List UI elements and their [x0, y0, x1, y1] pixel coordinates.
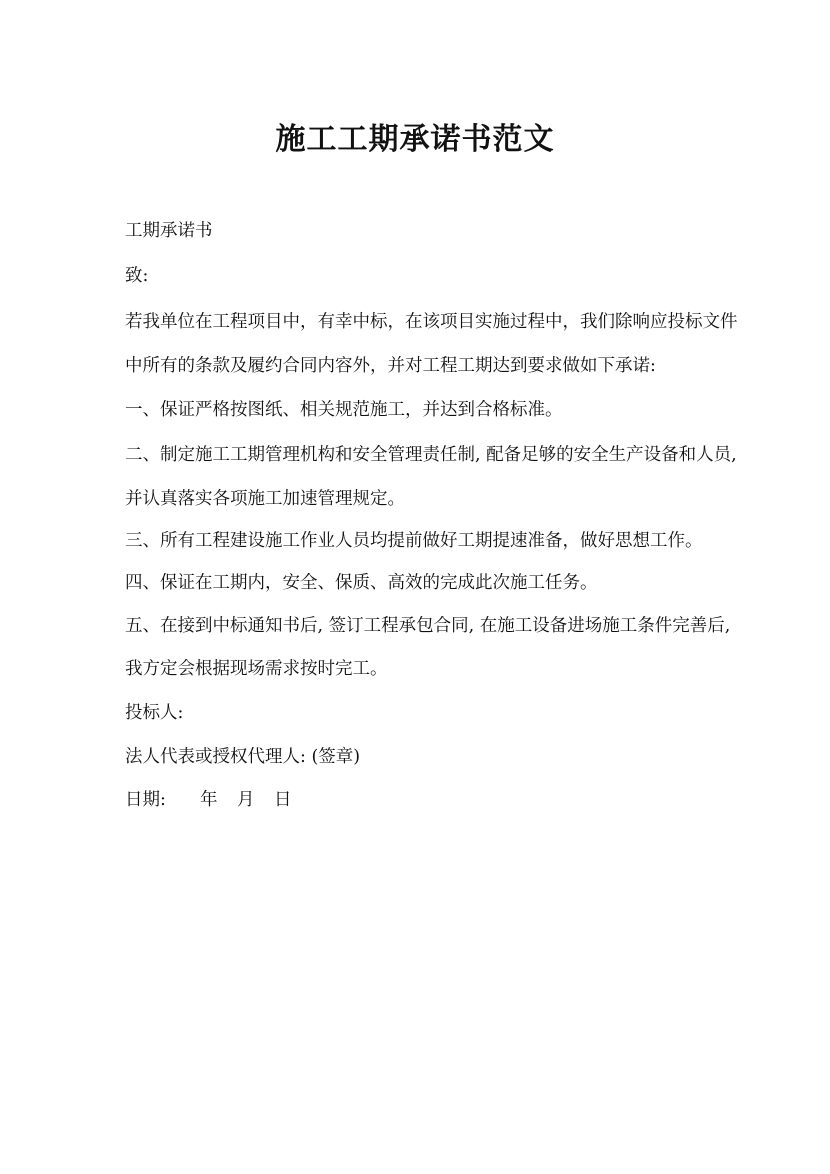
salutation: 致: [125, 266, 149, 286]
commitment-5: 五、在接到中标通知书后, 签订工程承包合同, 在施工设备进场施工条件完善后, [125, 616, 731, 636]
commitment-2-cont: 并认真落实各项施工加速管理规定。 [125, 489, 405, 509]
body-line: 中所有的条款及履约合同内容外，并对工程工期达到要求做如下承诺: [125, 356, 656, 376]
body-line: 若我单位在工程项目中，有幸中标，在该项目实施过程中，我们除响应投标文件 [125, 312, 738, 332]
commitment-2: 二、制定施工工期管理机构和安全管理责任制, 配备足够的安全生产设备和人员, [125, 445, 737, 465]
commitment-5-cont: 我方定会根据现场需求按时完工。 [125, 659, 388, 679]
date-month: 月 [237, 790, 255, 810]
date-day: 日 [274, 790, 292, 810]
representative-label: 法人代表或授权代理人: (签章) [125, 747, 361, 767]
date-line [125, 788, 292, 812]
commitment-1: 一、保证严格按图纸、相关规范施工，并达到合格标准。 [125, 400, 563, 420]
bidder-label: 投标人: [125, 703, 184, 723]
heading-line: 工期承诺书 [125, 221, 213, 241]
commitment-4: 四、保证在工期内，安全、保质、高效的完成此次施工任务。 [125, 573, 598, 593]
commitment-3: 三、所有工程建设施工作业人员均提前做好工期提速准备，做好思想工作。 [125, 531, 703, 551]
date-year: 年 [200, 790, 218, 810]
document-title: 施工工期承诺书范文 [275, 122, 555, 157]
date-label: 日期: [125, 790, 166, 810]
